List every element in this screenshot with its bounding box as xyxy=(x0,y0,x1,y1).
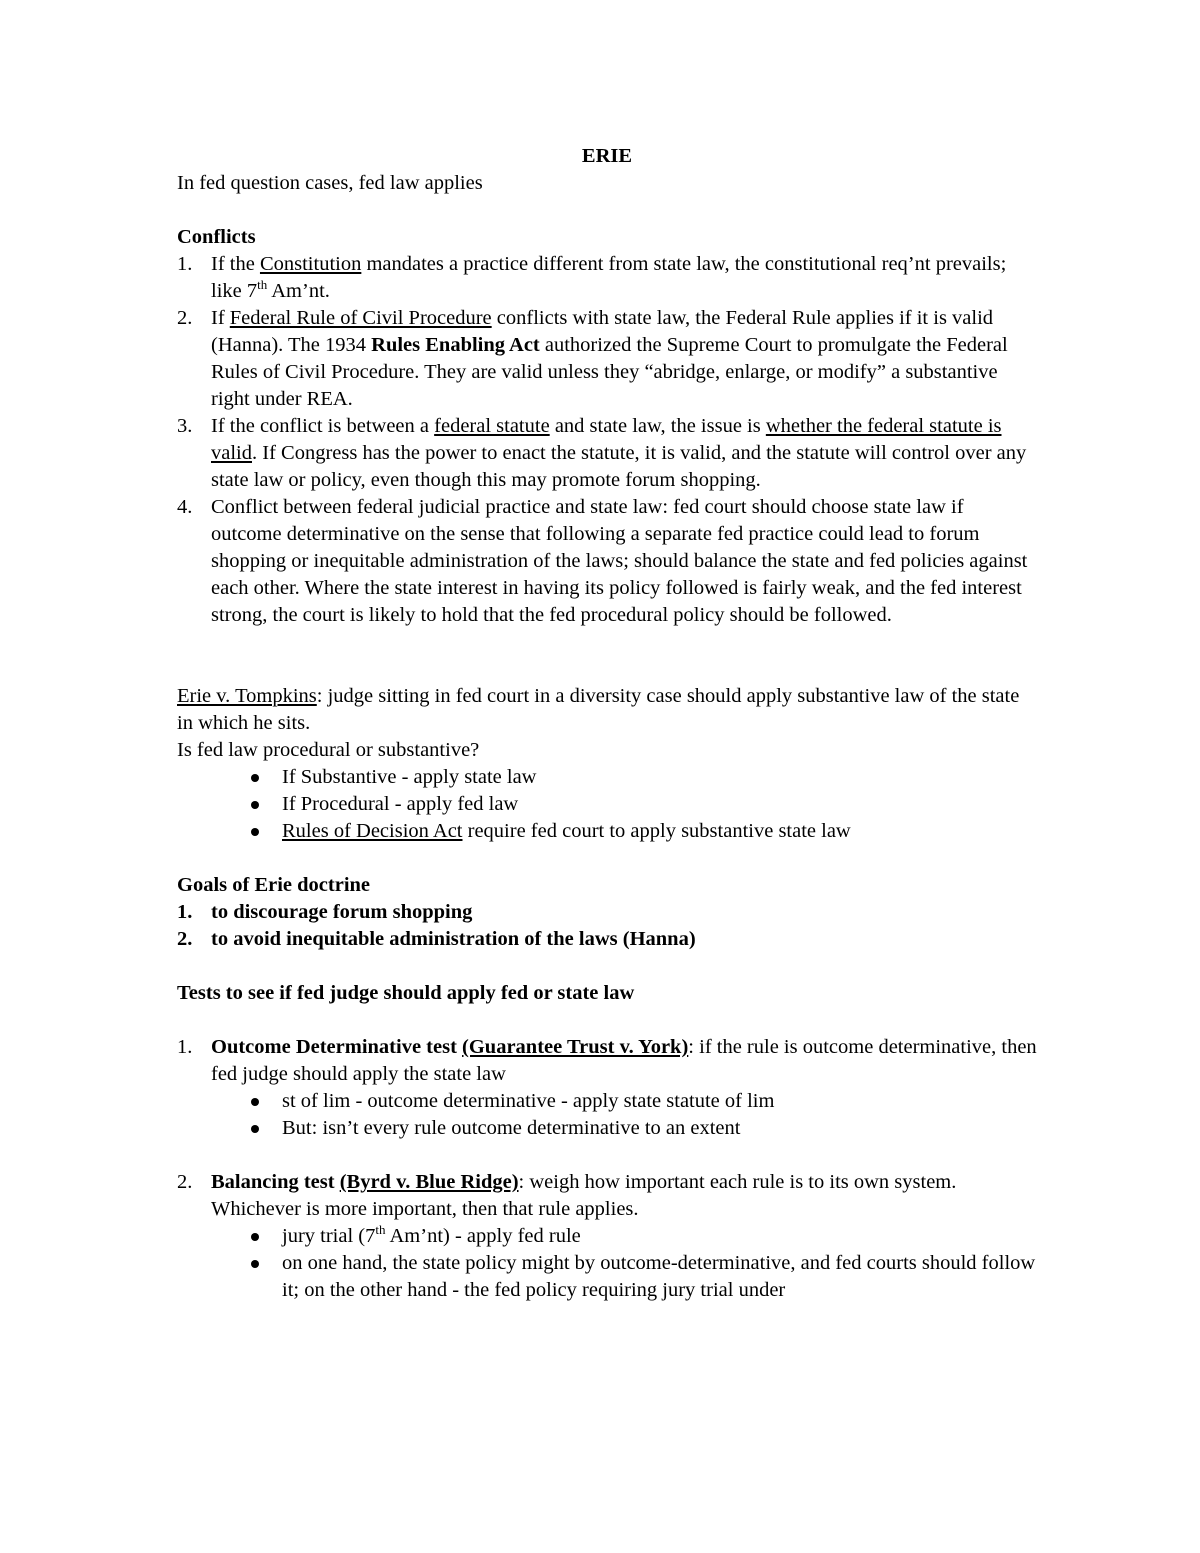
conflict-item-2: 2. If Federal Rule of Civil Procedure conflicts with state law, the Federal Rule applies if it is valid (Hanna). The 1934 Rules Enabling Act authorized the Supreme Court to promulgate the Federal Rules of Civil Procedure. They are valid unless they “abridge, enlarge, or modify” a substantive right under REA. xyxy=(177,307,1008,410)
list-item: on one hand, the state policy might by outcome-determinative, and fed courts should follow it; on the other hand - the fed policy requiring jury trial under xyxy=(282,1250,1037,1304)
erie-case-name: Erie v. Tompkins xyxy=(177,685,317,707)
list-number: 2. xyxy=(177,307,193,329)
constitution-link: Constitution xyxy=(259,253,362,275)
federal-statute-link: federal statute xyxy=(434,415,550,437)
list-item: But: isn’t every rule outcome determinative to an extent xyxy=(282,1115,1037,1142)
tests-heading: Tests to see if fed judge should apply fed or state law xyxy=(177,982,635,1004)
bullet-icon xyxy=(251,1260,259,1268)
goals-list xyxy=(177,899,1037,953)
erie-question: Is fed law procedural or substantive? xyxy=(177,739,480,761)
rules-of-decision-act: Rules of Decision Act xyxy=(282,820,463,842)
list-item: st of lim - outcome determinative - apply state statute of lim xyxy=(282,1088,1037,1115)
test-item-2: 2. Balancing test (Byrd v. Blue Ridge): weigh how important each rule is to its own system. Whichever is more important, then that rule applies. jury trial (7th Am’nt) - apply fed rule on one hand, the state policy might by outcome-determinative, and fed courts should follow it; on the other hand - the fed policy requiring jury trial under xyxy=(177,1169,1037,1304)
tests-list xyxy=(177,1034,1037,1304)
test-2-bullets xyxy=(211,1223,1037,1304)
bullet-icon xyxy=(251,1233,259,1241)
list-item: Rules of Decision Act require fed court to apply substantive state law xyxy=(282,818,1037,845)
bullet-icon xyxy=(251,774,259,782)
conflicts-heading: Conflicts xyxy=(177,226,256,248)
bullet-icon xyxy=(251,1125,259,1133)
list-item: If Substantive - apply state law xyxy=(282,764,1037,791)
list-number: 1. xyxy=(177,253,193,275)
erie-paragraph: Erie v. Tompkins: judge sitting in fed court in a diversity case should apply substantive law of the state in which he sits. xyxy=(177,685,1020,734)
goal-item-2: 2. to avoid inequitable administration of the laws (Hanna) xyxy=(177,926,1037,953)
conflicts-list xyxy=(177,251,1037,629)
goal-item-1: 1. to discourage forum shopping xyxy=(177,899,1037,926)
test-case: (Byrd v. Blue Ridge) xyxy=(339,1171,519,1193)
frcp-link: Federal Rule of Civil Procedure xyxy=(229,307,492,329)
list-number: 2. xyxy=(177,1171,193,1193)
conflict-item-3: 3. If the conflict is between a federal statute and state law, the issue is whether the federal statute is valid. If Congress has the power to enact the statute, it is valid, and the statute will control over any state law or policy, even though this may promote forum shopping. xyxy=(177,415,1027,491)
list-number: 1. xyxy=(177,1036,193,1058)
test-name: Balancing test xyxy=(211,1171,340,1193)
bullet-icon xyxy=(251,801,259,809)
list-number: 1. xyxy=(177,901,193,923)
bullet-icon xyxy=(251,1098,259,1106)
test-item-1: 1. Outcome Determinative test (Guarantee Trust v. York): if the rule is outcome determinative, then fed judge should apply the state law st of lim - outcome determinative - apply state statute of lim But: isn’t every rule outcome determinative to an extent xyxy=(177,1034,1037,1142)
conflict-item-1: 1. If the Constitution mandates a practice different from state law, the constitutional req’nt prevails; like 7th Am’nt. xyxy=(177,253,1007,302)
erie-bullets xyxy=(177,764,1037,845)
test-1-bullets xyxy=(211,1088,1037,1142)
list-number: 3. xyxy=(177,415,193,437)
list-number: 2. xyxy=(177,928,193,950)
statute-valid-phrase: whether the federal statute is valid xyxy=(211,415,1002,464)
intro-line: In fed question cases, fed law applies xyxy=(177,172,483,194)
list-item: jury trial (7th Am’nt) - apply fed rule xyxy=(282,1223,1037,1250)
list-number: 4. xyxy=(177,496,193,518)
list-item: If Procedural - apply fed law xyxy=(282,791,1037,818)
rules-enabling-act: Rules Enabling Act xyxy=(371,334,540,356)
bullet-icon xyxy=(251,828,259,836)
test-case: (Guarantee Trust v. York) xyxy=(462,1036,689,1058)
goals-heading: Goals of Erie doctrine xyxy=(177,874,371,896)
document-title: ERIE xyxy=(581,145,633,167)
conflict-item-4: 4. Conflict between federal judicial practice and state law: fed court should choose state law if outcome determinative on the sense that following a separate fed practice could lead to forum shopping or inequitable administration of the laws; should balance the state and fed policies against each other. Where the state interest in having its policy followed is fairly weak, and the fed interest strong, the court is likely to hold that the fed procedural policy should be followed. xyxy=(177,496,1028,626)
test-name: Outcome Determinative test xyxy=(211,1036,463,1058)
page-content xyxy=(177,143,1037,1304)
